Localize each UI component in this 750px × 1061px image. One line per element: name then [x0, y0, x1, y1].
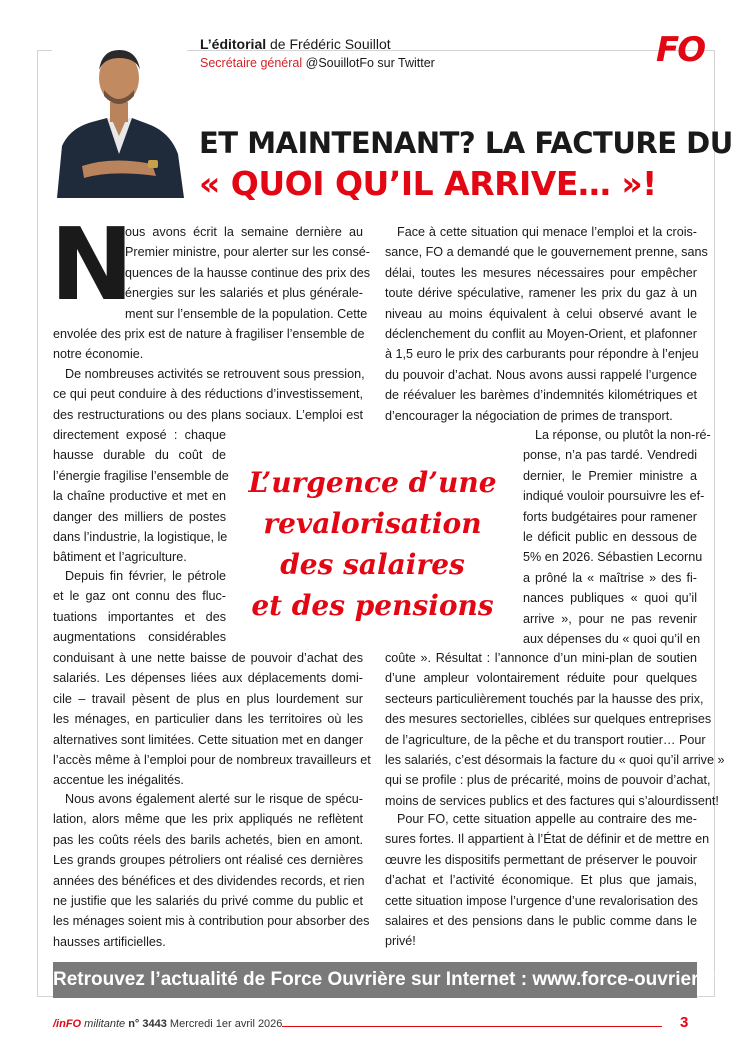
text-line: dans l’industrie, la logistique, le [53, 530, 228, 545]
footer-date: Mercredi 1er avril 2026 [169, 1018, 283, 1030]
left-p3-bottom [53, 648, 371, 791]
text-line: Nous avons également alerté sur le risque de spécu- [65, 792, 363, 806]
text-line: de réévaluer les barèmes d’indemnités kilométriques et [385, 388, 697, 403]
text-line: alternatives sont limitées. Cette situation met en danger [53, 732, 364, 747]
pull-quote-line: et des pensions [251, 589, 494, 622]
text-line: du pouvoir d’achat. Nous avons aussi rappelé l’urgence [385, 367, 697, 382]
text-line: années des bénéfices et des dividendes records, et rien [53, 873, 365, 888]
text-line: d’une ampleur volontairement réduite pour quelques [385, 671, 697, 686]
footer-brand: /inFO [53, 1018, 82, 1030]
pull-quote-line: L’urgence d’une [248, 466, 497, 499]
text-line: indiqué vouloir poursuivre les ef- [523, 489, 705, 504]
text-line: Premier ministre, pour alerter sur les consé- [125, 245, 370, 260]
text-line: tuations importantes et des [53, 609, 226, 624]
text-line: accentue les inégalités. [53, 773, 184, 788]
text-line: danger des milliers de postes [53, 509, 226, 524]
left-p2-top [53, 364, 363, 425]
text-line: la chaîne productive et met en [53, 489, 226, 504]
left-p1-bottom [53, 324, 363, 365]
left-p4 [53, 789, 370, 952]
text-line: cette situation impose l’urgence d’une revalorisation des [385, 893, 698, 908]
text-line: ce qui peut conduire à des réductions d’investissement, [53, 387, 363, 402]
text-line: œuvre les dispositifs permettant de préserver le pouvoir [385, 852, 697, 867]
author-photo [52, 36, 187, 198]
pull-quote [240, 462, 505, 626]
text-line: les salariés, c’est désormais la facture du « quoi qu’il arrive » [385, 753, 725, 768]
text-line: de l’agriculture, de la pêche et du transport routier… Pour [385, 732, 706, 747]
title-line-1: ET MAINTENANT? LA FACTURE DU [199, 126, 733, 160]
text-line: d’encourager la négociation de primes de transport. [385, 408, 673, 423]
left-p2-wrap [53, 425, 229, 568]
text-line: forts budgétaires pour ramener [523, 509, 697, 524]
text-line: salariés. Les dépenses liées aux déplacements domi- [53, 671, 363, 686]
text-line: cile – travail pèsent de plus en plus lourdement sur [53, 691, 363, 706]
text-line: Les grands groupes pétroliers ont réalisé ces dernières [53, 853, 363, 868]
text-line: sures fortes. Il appartient à l’État de définir et de mettre en [385, 832, 710, 847]
text-line: moins de services publics et des factures qui s’alourdissent! [385, 793, 719, 808]
author-role: Secrétaire général [200, 56, 303, 70]
text-line: nances publiques « quoi qu’il [523, 591, 697, 606]
text-line: les ménages, en particulier dans les territoires où les [53, 712, 363, 727]
right-p1 [385, 222, 708, 426]
text-line: De nombreuses activités se retrouvent sous pression, [65, 367, 365, 381]
text-line: ment sur l’ensemble de la population. Cette [125, 306, 368, 321]
text-line: délai, toutes les mesures nécessaires pour empêcher [385, 265, 697, 280]
text-line: coûte ». Résultat : l’annonce d’un mini-plan de soutien [385, 651, 697, 665]
editorial-header [200, 36, 391, 52]
text-line: aux dépenses du « quoi qu’il en [523, 632, 701, 647]
text-line: augmentations considérables [53, 630, 226, 645]
text-line: ous avons écrit la semaine dernière au [125, 225, 363, 239]
text-line: privé! [385, 934, 416, 949]
text-line: lation, alors même que les prix appliqués ne reflètent [53, 812, 363, 827]
text-line: le déficit public en dessous de [523, 530, 697, 545]
text-line: qui se profile : plus de précarité, moins de pouvoir d’achat, [385, 773, 711, 788]
text-line: à 1,5 euro le prix des carburants pour répondre à l’enjeu [385, 347, 699, 362]
fo-logo [652, 30, 704, 74]
text-line: dernier, le Premier ministre a [523, 468, 697, 483]
right-p2-wrap [523, 425, 711, 649]
text-line: salaires et des pensions dans le public comme dans le [385, 914, 697, 929]
text-line: pas les coûts réels des barils achetés, bien en amont. [53, 832, 363, 847]
text-line: hausses artificielles. [53, 934, 166, 949]
fo-logo-text: FO [656, 30, 705, 70]
text-line: ponse, n’a pas tardé. Vendredi [523, 448, 697, 463]
editorial-label: L’éditorial [200, 36, 267, 52]
text-line: directement exposé : chaque [53, 428, 226, 442]
text-line: déclenchement du conflit au Moyen-Orient, et plafonner [385, 327, 697, 342]
text-line: toute dérive spéculative, ramener les prix du gaz à un [385, 286, 697, 301]
footer-publication: militante [84, 1018, 126, 1030]
right-p2-bottom [385, 648, 725, 811]
text-line: des restructurations ou des plans sociaux. L’emploi est [53, 407, 363, 422]
text-line: les ménages soient mis à contribution pour absorber des [53, 914, 370, 929]
text-line: envolée des prix est de nature à fragiliser l’ensemble de [53, 327, 365, 341]
text-line: l’énergie fragilise l’ensemble de [53, 468, 229, 483]
text-line: l’accès même à l’emploi pour de nombreux travailleurs et [53, 753, 371, 768]
text-line: d’achat et l’activité économique. Et plus que jamais, [385, 873, 697, 888]
text-line: Pour FO, cette situation appelle au contraire des me- [397, 812, 697, 826]
text-line: notre économie. [53, 347, 144, 362]
footer-divider [282, 1026, 662, 1027]
text-line: ne justifie que les salariés du privé comme du public et [53, 894, 363, 909]
twitter-handle: @SouillotFo sur Twitter [305, 56, 435, 70]
text-line: Face à cette situation qui menace l’emploi et la crois- [397, 225, 697, 239]
website-banner[interactable]: Retrouvez l’actualité de Force Ouvrière sur Internet : www.force-ouvriere.fr [53, 962, 697, 998]
text-line: des mesures sectorielles, ciblées sur quelques entreprises [385, 712, 712, 727]
text-line: et le gaz ont connu des fluc- [53, 589, 226, 604]
text-line: La réponse, ou plutôt la non-ré- [535, 428, 711, 442]
left-p1-top [125, 222, 371, 324]
pull-quote-line: des salaires [280, 548, 465, 581]
text-line: 5% en 2026. Sébastien Lecornu [523, 550, 703, 565]
footer-issue: n° 3443 [128, 1018, 167, 1030]
pull-quote-line: revalorisation [263, 507, 482, 540]
text-line: a prôné la « maîtrise » des fi- [523, 570, 697, 585]
footer [53, 1018, 282, 1030]
text-line: quences de la hausse continue des prix des [125, 265, 371, 280]
right-p3 [385, 809, 710, 952]
text-line: niveau au moins équivalent à celui observé avant le [385, 306, 697, 321]
text-line: hausse durable du coût de [53, 448, 226, 463]
editorial-author: de Frédéric Souillot [270, 36, 391, 52]
page-number: 3 [680, 1014, 689, 1031]
text-line: bâtiment et l’agriculture. [53, 550, 187, 565]
author-role-line [200, 56, 435, 70]
text-line: arrive », pour ne pas revenir [523, 611, 697, 626]
text-line: Depuis fin février, le pétrole [65, 569, 226, 583]
dropcap: N [50, 206, 134, 323]
title-line-2: « QUOI QU’IL ARRIVE… »! [199, 164, 657, 203]
left-p3-wrap [53, 566, 226, 648]
text-line: secteurs particulièrement touchés par la hausse des prix, [385, 691, 704, 706]
text-line: énergies sur les salariés et plus générale- [125, 286, 363, 301]
text-line: sance, FO a demandé que le gouvernement prenne, sans [385, 245, 708, 260]
text-line: conduisant à une nette baisse de pouvoir d’achat des [53, 651, 363, 665]
